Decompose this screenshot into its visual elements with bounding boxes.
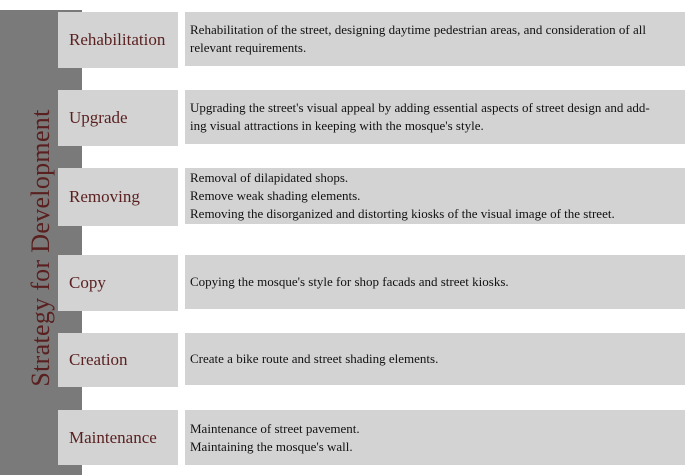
strategy-sidebar [0,10,82,475]
strategy-title: Strategy for Development [26,109,55,387]
description-line: ing visual attractions in keeping with the mosque's style. [190,118,484,133]
description-line: Maintaining the mosque's wall. [190,438,353,454]
upgrade-description [185,90,685,144]
maintenance-description [185,410,685,465]
description-line: Rehabilitation of the street, designing daytime pedestrian areas, and consideration of all [190,22,646,37]
upgrade-label: Upgrade [58,90,178,146]
maintenance-label: Maintenance [58,410,178,465]
description-line: Maintenance of street pavement. [190,420,360,436]
description-line: Remove weak shading elements. [190,188,361,203]
rehabilitation-label: Rehabilitation [58,12,178,68]
description-line: Copying the mosque's style for shop facads and street kiosks. [190,274,509,289]
description-line: Removing the disorganized and distorting kiosks of the visual image of the street. [190,206,615,221]
description-line: Upgrading the street's visual appeal by adding essential aspects of street design and add- [190,100,650,115]
description-line: Removal of dilapidated shops. [190,170,349,185]
creation-label: Creation [58,333,178,387]
copy-description [185,255,685,309]
creation-description [185,333,685,385]
description-line: relevant requirements. [190,40,307,55]
removing-label: Removing [58,168,178,226]
rehabilitation-description [185,12,685,66]
copy-label: Copy [58,255,178,311]
description-line: Create a bike route and street shading elements. [190,351,439,366]
removing-description [185,168,685,224]
